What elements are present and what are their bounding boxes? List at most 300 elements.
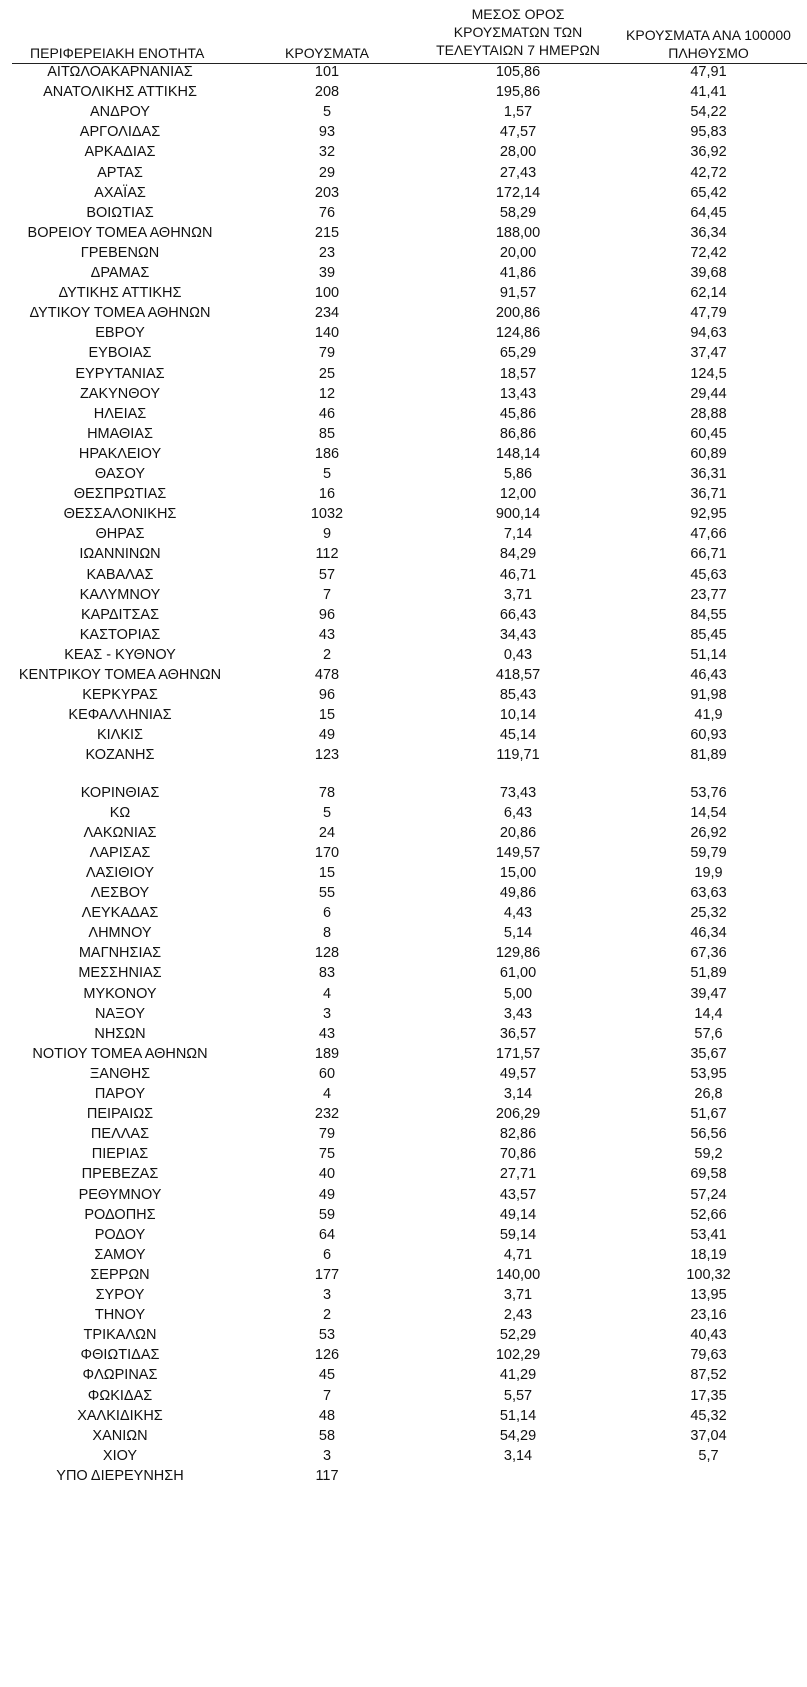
per-100000-cell: 45,63 xyxy=(690,566,727,583)
region-name-cell: ΜΥΚΟΝΟΥ xyxy=(83,985,157,1002)
table-row xyxy=(0,823,807,844)
cases-cell: 48 xyxy=(318,1407,336,1424)
per-100000-cell: 52,66 xyxy=(690,1206,727,1223)
cases-cell: 40 xyxy=(318,1166,336,1183)
table-row xyxy=(0,605,807,626)
cases-cell: 177 xyxy=(314,1266,340,1283)
table-row xyxy=(0,1386,807,1407)
per-100000-cell: 91,98 xyxy=(690,687,727,704)
cases-cell: 3 xyxy=(322,1287,332,1303)
region-name-cell: ΡΟΔΟΠΗΣ xyxy=(84,1206,156,1223)
region-name-cell: ΥΠΟ ΔΙΕΡΕΥΝΗΣΗ xyxy=(56,1467,184,1484)
table-row xyxy=(0,903,807,924)
cases-cell: 45 xyxy=(318,1367,336,1384)
cases-cell: 24 xyxy=(318,824,336,841)
avg-7day-cell: 52,29 xyxy=(499,1327,537,1344)
avg-7day-cell: 45,14 xyxy=(499,727,537,744)
per-100000-cell: 56,56 xyxy=(690,1126,727,1143)
avg-7day-cell: 46,71 xyxy=(499,566,537,583)
cases-cell: 96 xyxy=(318,606,336,623)
per-100000-cell: 25,32 xyxy=(690,905,727,922)
table-row xyxy=(0,685,807,706)
avg-7day-cell: 41,29 xyxy=(499,1367,537,1384)
per-100000-cell: 57,24 xyxy=(690,1186,727,1203)
header-cases-per-100000-line: ΚΡΟΥΣΜΑΤΑ ΑΝΑ 100000 xyxy=(626,27,791,43)
region-name-cell: ΛΗΜΝΟΥ xyxy=(88,925,152,942)
header-7day-average-line: ΚΡΟΥΣΜΑΤΩΝ ΤΩΝ xyxy=(453,24,583,40)
region-name-cell: ΤΗΝΟΥ xyxy=(94,1307,146,1324)
region-name-cell: ΧΑΝΙΩΝ xyxy=(92,1427,148,1444)
per-100000-cell: 72,42 xyxy=(690,244,727,261)
table-row xyxy=(0,223,807,244)
table-row xyxy=(0,384,807,405)
cases-cell: 43 xyxy=(318,626,336,643)
table-row xyxy=(0,1265,807,1286)
cases-cell: 5 xyxy=(322,104,332,121)
per-100000-cell: 81,89 xyxy=(690,747,727,764)
table-row xyxy=(0,424,807,445)
table-row xyxy=(0,1144,807,1165)
region-name-cell: ΑΧΑΪΑΣ xyxy=(94,184,146,201)
region-name-cell: ΛΑΡΙΣΑΣ xyxy=(89,844,151,861)
per-100000-cell: 35,67 xyxy=(690,1045,727,1062)
cases-cell: 76 xyxy=(318,204,336,221)
region-name-cell: ΕΒΡΟΥ xyxy=(95,325,145,342)
cases-cell: 15 xyxy=(318,864,336,881)
per-100000-cell: 46,34 xyxy=(690,925,727,942)
avg-7day-cell: 10,14 xyxy=(499,707,537,724)
region-name-cell: ΑΝΑΤΟΛΙΚΗΣ ΑΤΤΙΚΗΣ xyxy=(43,84,197,101)
cases-cell: 5 xyxy=(322,466,332,482)
region-name-cell: ΘΕΣΠΡΩΤΙΑΣ xyxy=(73,486,167,503)
per-100000-cell: 23,77 xyxy=(690,586,727,603)
cases-cell: 1032 xyxy=(310,506,344,523)
table-row xyxy=(0,1426,807,1447)
cases-cell: 4 xyxy=(322,1086,332,1102)
per-100000-cell: 69,58 xyxy=(690,1166,727,1183)
table-row xyxy=(0,843,807,864)
region-name-cell: ΕΥΒΟΙΑΣ xyxy=(88,345,152,362)
avg-7day-cell: 1,57 xyxy=(503,104,533,121)
per-100000-cell: 23,16 xyxy=(690,1307,727,1324)
per-100000-cell: 47,91 xyxy=(690,64,727,80)
avg-7day-cell: 49,14 xyxy=(499,1206,537,1223)
cases-cell: 85 xyxy=(318,425,336,442)
table-row xyxy=(0,1104,807,1125)
avg-7day-cell: 124,86 xyxy=(495,325,541,342)
cases-cell: 58 xyxy=(318,1427,336,1444)
per-100000-cell: 59,79 xyxy=(690,844,727,861)
avg-7day-cell: 148,14 xyxy=(495,445,541,462)
per-100000-cell: 51,67 xyxy=(690,1106,727,1123)
table-row xyxy=(0,1185,807,1206)
region-name-cell: ΛΕΣΒΟΥ xyxy=(90,885,150,901)
table-row xyxy=(0,122,807,143)
table-row xyxy=(0,303,807,324)
per-100000-cell: 60,89 xyxy=(690,445,727,462)
table-row xyxy=(0,585,807,606)
region-name-cell: ΗΜΑΘΙΑΣ xyxy=(87,425,153,442)
avg-7day-cell: 5,86 xyxy=(503,466,533,482)
avg-7day-cell: 15,00 xyxy=(499,864,537,881)
avg-7day-cell: 36,57 xyxy=(499,1025,537,1042)
cases-cell: 2 xyxy=(322,646,332,663)
per-100000-cell: 36,71 xyxy=(690,486,727,503)
region-name-cell: ΑΙΤΩΛΟΑΚΑΡΝΑΝΙΑΣ xyxy=(47,64,193,80)
avg-7day-cell: 129,86 xyxy=(495,945,541,962)
table-row xyxy=(0,62,807,83)
per-100000-cell: 47,79 xyxy=(690,305,727,322)
avg-7day-cell: 58,29 xyxy=(499,204,537,221)
avg-7day-cell: 3,71 xyxy=(503,1287,533,1303)
region-name-cell: ΝΟΤΙΟΥ ΤΟΜΕΑ ΑΘΗΝΩΝ xyxy=(32,1045,208,1062)
cases-cell: 83 xyxy=(318,965,336,982)
region-name-cell: ΕΥΡΥΤΑΝΙΑΣ xyxy=(75,365,165,382)
region-name-cell: ΚΕΝΤΡΙΚΟΥ ΤΟΜΕΑ ΑΘΗΝΩΝ xyxy=(18,667,222,683)
per-100000-cell: 36,31 xyxy=(690,466,727,482)
cases-cell: 112 xyxy=(315,546,339,563)
region-name-cell: ΚΕΦΑΛΛΗΝΙΑΣ xyxy=(68,707,172,724)
table-row xyxy=(0,484,807,505)
region-name-cell: ΠΡΕΒΕΖΑΣ xyxy=(81,1166,159,1183)
cases-cell: 49 xyxy=(318,727,336,744)
region-name-cell: ΚΑΛΥΜΝΟΥ xyxy=(79,586,161,603)
cases-cell: 32 xyxy=(318,144,336,161)
table-row xyxy=(0,665,807,686)
cases-cell: 189 xyxy=(314,1045,340,1062)
cases-cell: 123 xyxy=(314,747,340,764)
cases-cell: 7 xyxy=(322,1387,332,1404)
region-name-cell: ΗΡΑΚΛΕΙΟΥ xyxy=(78,445,162,462)
header-7day-average xyxy=(418,5,618,59)
table-row xyxy=(0,364,807,385)
per-100000-cell: 26,92 xyxy=(690,824,727,841)
avg-7day-cell: 91,57 xyxy=(499,285,537,302)
per-100000-cell: 65,42 xyxy=(690,184,727,201)
avg-7day-cell: 7,14 xyxy=(503,526,533,543)
avg-7day-cell: 2,43 xyxy=(503,1307,533,1324)
table-row xyxy=(0,183,807,204)
cases-cell: 170 xyxy=(314,844,340,861)
region-name-cell: ΛΑΣΙΘΙΟΥ xyxy=(85,864,155,881)
cases-cell: 186 xyxy=(314,445,340,462)
table-row xyxy=(0,1004,807,1025)
region-name-cell: ΔΥΤΙΚΟΥ ΤΟΜΕΑ ΑΘΗΝΩΝ xyxy=(29,305,211,322)
cases-cell: 60 xyxy=(318,1065,336,1082)
per-100000-cell: 59,2 xyxy=(694,1146,723,1163)
cases-cell: 49 xyxy=(318,1186,336,1203)
table-row xyxy=(0,863,807,884)
avg-7day-cell: 12,00 xyxy=(499,486,537,503)
header-7day-average-line: ΜΕΣΟΣ ΟΡΟΣ xyxy=(471,6,565,22)
region-name-cell: ΔΡΑΜΑΣ xyxy=(90,265,150,281)
per-100000-cell: 26,8 xyxy=(694,1086,723,1102)
per-100000-cell: 46,43 xyxy=(690,667,727,683)
avg-7day-cell: 20,86 xyxy=(499,824,537,841)
table-row xyxy=(0,464,807,485)
region-name-cell: ΔΥΤΙΚΗΣ ΑΤΤΙΚΗΣ xyxy=(58,285,182,302)
cases-cell: 96 xyxy=(318,687,336,704)
cases-cell: 9 xyxy=(322,526,332,543)
avg-7day-cell: 3,14 xyxy=(503,1086,533,1102)
per-100000-cell: 45,32 xyxy=(690,1407,727,1424)
region-name-cell: ΚΩ xyxy=(109,804,131,821)
avg-7day-cell: 65,29 xyxy=(499,345,537,362)
avg-7day-cell: 171,57 xyxy=(495,1045,541,1062)
avg-7day-cell: 86,86 xyxy=(499,425,537,442)
table-row xyxy=(0,444,807,465)
cases-cell: 3 xyxy=(322,1005,332,1022)
per-100000-cell: 95,83 xyxy=(690,124,727,141)
cases-cell: 100 xyxy=(314,285,340,302)
avg-7day-cell: 85,43 xyxy=(499,687,537,704)
cases-cell: 3 xyxy=(322,1447,332,1464)
per-100000-cell: 14,54 xyxy=(690,804,727,821)
region-name-cell: ΚΑΡΔΙΤΣΑΣ xyxy=(80,606,160,623)
cases-cell: 5 xyxy=(322,804,332,821)
avg-7day-cell: 206,29 xyxy=(495,1106,541,1123)
table-row xyxy=(0,243,807,264)
avg-7day-cell: 51,14 xyxy=(499,1407,537,1424)
table-row xyxy=(0,645,807,666)
per-100000-cell: 124,5 xyxy=(690,365,727,382)
avg-7day-cell: 20,00 xyxy=(499,244,537,261)
avg-7day-cell: 6,43 xyxy=(503,804,533,821)
cases-cell: 93 xyxy=(318,124,336,141)
avg-7day-cell: 27,43 xyxy=(499,164,537,181)
table-row xyxy=(0,943,807,964)
avg-7day-cell: 70,86 xyxy=(499,1146,537,1163)
region-name-cell: ΧΑΛΚΙΔΙΚΗΣ xyxy=(77,1407,163,1424)
table-row xyxy=(0,1084,807,1105)
cases-cell: 215 xyxy=(314,224,340,241)
region-name-cell: ΠΕΙΡΑΙΩΣ xyxy=(86,1106,154,1123)
cases-cell: 39 xyxy=(318,265,336,281)
per-100000-cell: 64,45 xyxy=(690,204,727,221)
avg-7day-cell: 66,43 xyxy=(499,606,537,623)
avg-7day-cell: 54,29 xyxy=(499,1427,537,1444)
table-row xyxy=(0,705,807,726)
cases-cell: 8 xyxy=(322,925,332,942)
per-100000-cell: 29,44 xyxy=(690,385,727,402)
table-row xyxy=(0,1406,807,1427)
region-name-cell: ΦΩΚΙΔΑΣ xyxy=(87,1387,153,1404)
per-100000-cell: 36,92 xyxy=(690,144,727,161)
region-name-cell: ΚΟΡΙΝΘΙΑΣ xyxy=(80,784,160,801)
region-name-cell: ΚΑΣΤΟΡΙΑΣ xyxy=(79,626,161,643)
cases-cell: 46 xyxy=(318,405,336,422)
region-name-cell: ΚΟΖΑΝΗΣ xyxy=(85,747,155,764)
cases-cell: 117 xyxy=(315,1467,339,1484)
table-row xyxy=(0,82,807,103)
avg-7day-cell: 3,71 xyxy=(503,586,533,603)
table-row xyxy=(0,745,807,766)
avg-7day-cell: 27,71 xyxy=(499,1166,537,1183)
avg-7day-cell: 41,86 xyxy=(499,265,537,281)
avg-7day-cell: 18,57 xyxy=(499,365,537,382)
table-row xyxy=(0,263,807,284)
avg-7day-cell: 13,43 xyxy=(499,385,537,402)
table-row xyxy=(0,1164,807,1185)
avg-7day-cell: 4,71 xyxy=(503,1246,533,1263)
table-row xyxy=(0,1225,807,1246)
region-name-cell: ΡΟΔΟΥ xyxy=(94,1226,146,1243)
per-100000-cell: 17,35 xyxy=(690,1387,727,1404)
avg-7day-cell: 0,43 xyxy=(503,646,533,663)
region-name-cell: ΚΕΑΣ - ΚΥΘΝΟΥ xyxy=(64,646,176,663)
table-row xyxy=(0,404,807,425)
per-100000-cell: 67,36 xyxy=(690,945,727,962)
table-row xyxy=(0,783,807,804)
cases-cell: 2 xyxy=(322,1307,332,1324)
table-row xyxy=(0,1305,807,1326)
avg-7day-cell: 3,43 xyxy=(503,1005,533,1022)
per-100000-cell: 41,9 xyxy=(694,707,723,724)
header-cases-per-100000 xyxy=(610,26,807,62)
table-row xyxy=(0,343,807,364)
avg-7day-cell: 172,14 xyxy=(495,184,541,201)
table-row xyxy=(0,283,807,304)
per-100000-cell: 79,63 xyxy=(690,1347,727,1364)
per-100000-cell: 39,47 xyxy=(690,985,727,1002)
cases-cell: 53 xyxy=(318,1327,336,1344)
per-100000-cell: 36,34 xyxy=(690,224,727,241)
table-row xyxy=(0,1466,807,1487)
table-row xyxy=(0,142,807,163)
region-name-cell: ΘΗΡΑΣ xyxy=(95,526,145,543)
region-name-cell: ΛΑΚΩΝΙΑΣ xyxy=(83,824,157,841)
per-100000-cell: 66,71 xyxy=(690,546,727,563)
table-row xyxy=(0,984,807,1005)
cases-cell: 75 xyxy=(318,1146,336,1163)
region-name-cell: ΡΕΘΥΜΝΟΥ xyxy=(78,1186,162,1203)
avg-7day-cell: 43,57 xyxy=(499,1186,537,1203)
region-name-cell: ΑΡΚΑΔΙΑΣ xyxy=(84,144,156,161)
header-7day-average-line: ΤΕΛΕΥΤΑΙΩΝ 7 ΗΜΕΡΩΝ xyxy=(436,42,600,58)
table-row xyxy=(0,1024,807,1045)
cases-cell: 101 xyxy=(314,64,340,80)
cases-cell: 12 xyxy=(318,385,336,402)
table-row xyxy=(0,883,807,904)
per-100000-cell: 85,45 xyxy=(690,626,727,643)
region-name-cell: ΣΑΜΟΥ xyxy=(94,1246,146,1263)
region-name-cell: ΠΕΛΛΑΣ xyxy=(90,1126,150,1143)
region-name-cell: ΘΕΣΣΑΛΟΝΙΚΗΣ xyxy=(63,506,177,523)
region-name-cell: ΚΙΛΚΙΣ xyxy=(96,727,144,744)
per-100000-cell: 62,14 xyxy=(690,285,727,302)
region-name-cell: ΝΑΞΟΥ xyxy=(94,1005,146,1022)
avg-7day-cell: 49,86 xyxy=(499,885,537,901)
cases-cell: 126 xyxy=(314,1347,340,1364)
per-100000-cell: 100,32 xyxy=(686,1266,731,1283)
per-100000-cell: 28,88 xyxy=(690,405,727,422)
table-row xyxy=(0,963,807,984)
table-row xyxy=(0,1446,807,1467)
avg-7day-cell: 5,00 xyxy=(503,985,533,1002)
cases-cell: 29 xyxy=(318,164,336,181)
region-name-cell: ΝΗΣΩΝ xyxy=(94,1025,146,1042)
table-row xyxy=(0,1044,807,1065)
per-100000-cell: 5,7 xyxy=(698,1447,719,1464)
per-100000-cell: 37,47 xyxy=(690,345,727,362)
header-region: ΠΕΡΙΦΕΡΕΙΑΚΗ ΕΝΟΤΗΤΑ xyxy=(30,45,205,61)
cases-cell: 57 xyxy=(318,566,336,583)
per-100000-cell: 53,76 xyxy=(690,784,727,801)
per-100000-cell: 19,9 xyxy=(694,864,723,881)
avg-7day-cell: 900,14 xyxy=(495,506,541,523)
avg-7day-cell: 105,86 xyxy=(495,64,541,80)
cases-cell: 16 xyxy=(318,486,336,503)
cases-cell: 128 xyxy=(314,945,340,962)
per-100000-cell: 94,63 xyxy=(690,325,727,342)
per-100000-cell: 63,63 xyxy=(690,885,727,901)
cases-cell: 478 xyxy=(314,667,340,683)
cases-cell: 25 xyxy=(318,365,336,382)
cases-cell: 15 xyxy=(318,707,336,724)
table-row xyxy=(0,625,807,646)
region-name-cell: ΒΟΡΕΙΟΥ ΤΟΜΕΑ ΑΘΗΝΩΝ xyxy=(27,224,213,241)
per-100000-cell: 41,41 xyxy=(690,84,727,101)
avg-7day-cell: 45,86 xyxy=(499,405,537,422)
region-name-cell: ΓΡΕΒΕΝΩΝ xyxy=(80,244,160,261)
per-100000-cell: 13,95 xyxy=(690,1287,727,1303)
avg-7day-cell: 418,57 xyxy=(495,667,541,683)
per-100000-cell: 53,41 xyxy=(690,1226,727,1243)
per-100000-cell: 92,95 xyxy=(690,506,727,523)
region-name-cell: ΑΡΤΑΣ xyxy=(97,164,143,181)
cases-cell: 7 xyxy=(322,586,332,603)
per-100000-cell: 40,43 xyxy=(690,1327,727,1344)
avg-7day-cell: 59,14 xyxy=(499,1226,537,1243)
per-100000-cell: 14,4 xyxy=(694,1005,723,1022)
table-row xyxy=(0,1124,807,1145)
avg-7day-cell: 200,86 xyxy=(495,305,541,322)
header-cases: ΚΡΟΥΣΜΑΤΑ xyxy=(285,45,369,61)
avg-7day-cell: 34,43 xyxy=(499,626,537,643)
cases-cell: 203 xyxy=(314,184,340,201)
region-name-cell: ΞΑΝΘΗΣ xyxy=(89,1065,151,1082)
per-100000-cell: 60,45 xyxy=(690,425,727,442)
table-row xyxy=(0,1325,807,1346)
avg-7day-cell: 47,57 xyxy=(499,124,537,141)
per-100000-cell: 51,89 xyxy=(690,965,727,982)
table-row xyxy=(0,203,807,224)
table-row xyxy=(0,323,807,344)
region-name-cell: ΘΑΣΟΥ xyxy=(94,466,146,482)
region-name-cell: ΦΛΩΡΙΝΑΣ xyxy=(82,1367,158,1384)
region-name-cell: ΛΕΥΚΑΔΑΣ xyxy=(81,905,159,922)
region-name-cell: ΜΑΓΝΗΣΙΑΣ xyxy=(78,945,162,962)
avg-7day-cell: 73,43 xyxy=(499,784,537,801)
table-row xyxy=(0,803,807,824)
avg-7day-cell: 84,29 xyxy=(499,546,537,563)
avg-7day-cell: 195,86 xyxy=(495,84,541,101)
region-name-cell: ΖΑΚΥΝΘΟΥ xyxy=(79,385,161,402)
table-row xyxy=(0,725,807,746)
per-100000-cell: 53,95 xyxy=(690,1065,727,1082)
cases-cell: 78 xyxy=(318,784,336,801)
cases-cell: 79 xyxy=(318,1126,336,1143)
table-row xyxy=(0,102,807,123)
region-name-cell: ΦΘΙΩΤΙΔΑΣ xyxy=(80,1347,160,1364)
cases-cell: 64 xyxy=(318,1226,336,1243)
per-100000-cell: 87,52 xyxy=(690,1367,727,1384)
avg-7day-cell: 140,00 xyxy=(495,1266,541,1283)
region-name-cell: ΑΡΓΟΛΙΔΑΣ xyxy=(79,124,161,141)
region-name-cell: ΚΕΡΚΥΡΑΣ xyxy=(82,687,158,704)
cases-cell: 55 xyxy=(318,885,336,901)
table-row xyxy=(0,1345,807,1366)
